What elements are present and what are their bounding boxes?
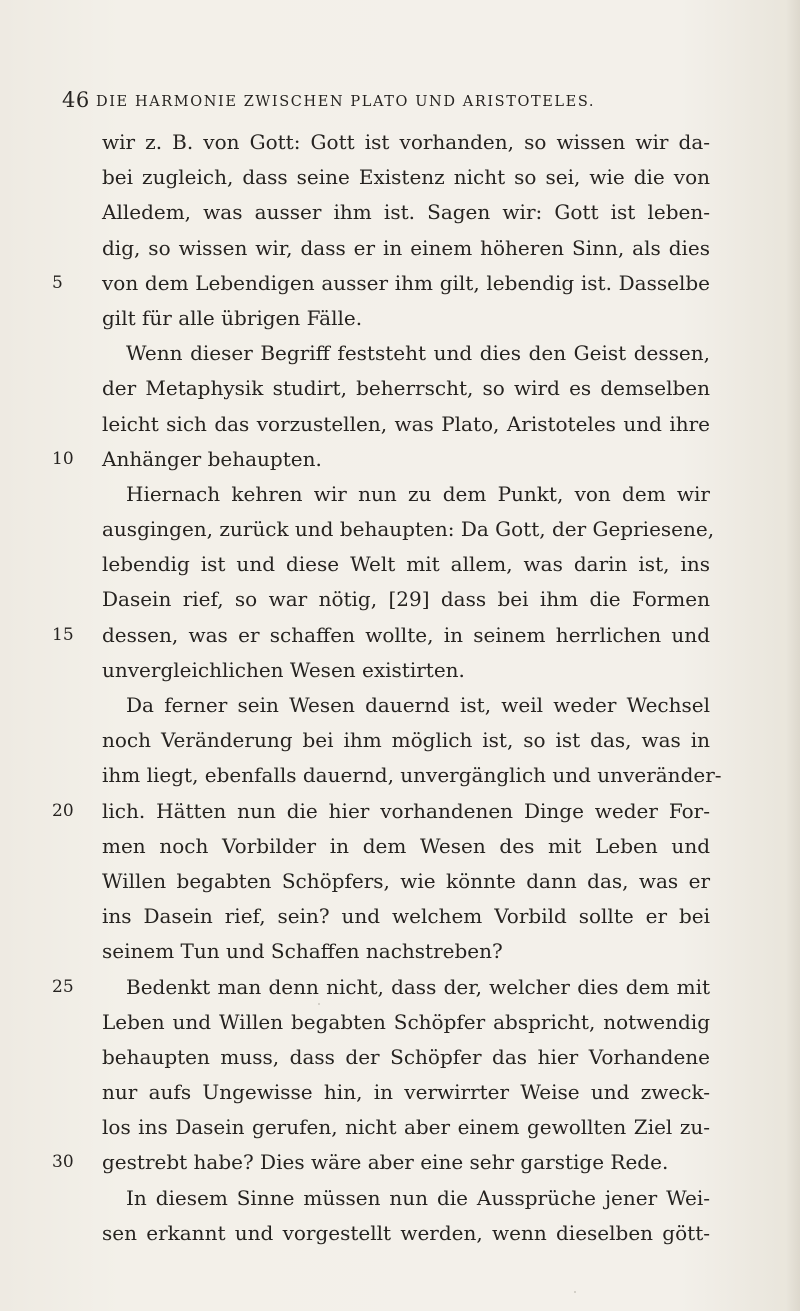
line-text: behaupten muss, dass der Schöpfer das hier Vorhandene bbox=[102, 1044, 710, 1069]
text-line bbox=[0, 794, 800, 829]
line-text: Leben und Willen begabten Schöpfer abspricht, notwendig bbox=[102, 1009, 710, 1034]
text-line bbox=[0, 1216, 800, 1251]
text-line bbox=[0, 653, 800, 688]
line-text: men noch Vorbilder in dem Wesen des mit Leben und bbox=[102, 833, 710, 858]
line-text: lich. Hätten nun die hier vorhandenen Dinge weder For- bbox=[102, 798, 710, 823]
line-text: ins Dasein rief, sein? und welchem Vorbild sollte er bei bbox=[102, 904, 710, 929]
line-text: gestrebt habe? Dies wäre aber eine sehr garstige Rede. bbox=[102, 1150, 669, 1175]
text-line bbox=[0, 266, 800, 301]
text-line bbox=[0, 864, 800, 899]
line-text: wir z. B. von Gott: Gott ist vorhanden, so wissen wir da- bbox=[102, 130, 710, 154]
text-line bbox=[0, 582, 800, 617]
line-text: Willen begabten Schöpfers, wie könnte dann das, was er bbox=[102, 868, 710, 893]
text-line bbox=[0, 512, 800, 547]
line-number: 30 bbox=[52, 1152, 74, 1173]
text-line bbox=[0, 160, 800, 195]
line-number: 5 bbox=[52, 272, 63, 293]
text-line bbox=[0, 618, 800, 653]
text-line bbox=[0, 970, 800, 1005]
line-number: 10 bbox=[52, 448, 74, 469]
text-line bbox=[0, 336, 800, 371]
line-text: Alledem, was ausser ihm ist. Sagen wir: Gott ist leben- bbox=[102, 200, 710, 225]
line-number: 25 bbox=[52, 976, 74, 997]
text-line bbox=[0, 688, 800, 723]
running-title: DIE HARMONIE ZWISCHEN PLATO UND ARISTOTELES. bbox=[96, 94, 596, 110]
text-line bbox=[0, 723, 800, 758]
line-text: leicht sich das vorzustellen, was Plato, Aristoteles und ihre bbox=[102, 411, 710, 436]
line-text: lebendig ist und diese Welt mit allem, was darin ist, ins bbox=[102, 552, 710, 577]
text-line bbox=[0, 934, 800, 969]
text-line bbox=[0, 1181, 800, 1216]
text-line bbox=[0, 1005, 800, 1040]
line-text: dig, so wissen wir, dass er in einem höheren Sinn, als dies bbox=[102, 235, 710, 260]
text-line bbox=[0, 195, 800, 230]
line-text: Dasein rief, so war nötig, [29] dass bei ihm die Formen bbox=[102, 587, 710, 612]
paper-speck bbox=[318, 1003, 320, 1005]
line-text: nur aufs Ungewisse hin, in verwirrter Weise und zweck- bbox=[102, 1080, 710, 1105]
line-text: Anhänger behaupten. bbox=[102, 446, 322, 471]
text-line bbox=[0, 1075, 800, 1110]
text-line bbox=[0, 407, 800, 442]
line-text: dessen, was er schaffen wollte, in seinem herrlichen und bbox=[102, 622, 710, 647]
line-text: Wenn dieser Begriff feststeht und dies den Geist dessen, bbox=[126, 341, 710, 366]
line-text: der Metaphysik studirt, beherrscht, so wird es demselben bbox=[102, 376, 710, 401]
text-line bbox=[0, 829, 800, 864]
text-line bbox=[0, 371, 800, 406]
text-line bbox=[0, 1040, 800, 1075]
line-text: bei zugleich, dass seine Existenz nicht so sei, wie die von bbox=[102, 165, 710, 190]
text-line bbox=[0, 477, 800, 512]
text-line bbox=[0, 1145, 800, 1180]
text-line bbox=[0, 301, 800, 336]
text-line bbox=[0, 442, 800, 477]
text-line bbox=[0, 899, 800, 934]
line-text: Bedenkt man denn nicht, dass der, welcher dies dem mit bbox=[126, 974, 710, 999]
line-text: Hiernach kehren wir nun zu dem Punkt, von dem wir bbox=[126, 481, 710, 506]
line-text: von dem Lebendigen ausser ihm gilt, lebendig ist. Dasselbe bbox=[102, 270, 710, 295]
paper-speck bbox=[574, 1291, 576, 1293]
line-text: gilt für alle übrigen Fälle. bbox=[102, 305, 363, 330]
text-line bbox=[0, 231, 800, 266]
line-number: 20 bbox=[52, 800, 74, 821]
line-text: unvergleichlichen Wesen existirten. bbox=[102, 657, 465, 682]
line-number: 15 bbox=[52, 624, 74, 645]
line-text: ihm liegt, ebenfalls dauernd, unvergänglich und unveränder- bbox=[102, 763, 722, 788]
text-line bbox=[0, 758, 800, 793]
body-text bbox=[0, 125, 800, 1251]
line-text: los ins Dasein gerufen, nicht aber einem gewollten Ziel zu- bbox=[102, 1115, 710, 1140]
line-text: seinem Tun und Schaffen nachstreben? bbox=[102, 939, 503, 964]
text-line bbox=[0, 125, 800, 160]
line-text: Da ferner sein Wesen dauernd ist, weil weder Wechsel bbox=[126, 693, 710, 717]
page-number: 46 bbox=[62, 88, 90, 112]
text-line bbox=[0, 547, 800, 582]
text-line bbox=[0, 1110, 800, 1145]
line-text: sen erkannt und vorgestellt werden, wenn dieselben gött- bbox=[102, 1220, 710, 1245]
running-head bbox=[62, 86, 722, 114]
line-text: ausgingen, zurück und behaupten: Da Gott, der Gepriesene, bbox=[102, 517, 715, 542]
line-text: In diesem Sinne müssen nun die Aussprüche jener Wei- bbox=[126, 1185, 710, 1210]
line-text: noch Veränderung bei ihm möglich ist, so ist das, was in bbox=[102, 728, 710, 753]
